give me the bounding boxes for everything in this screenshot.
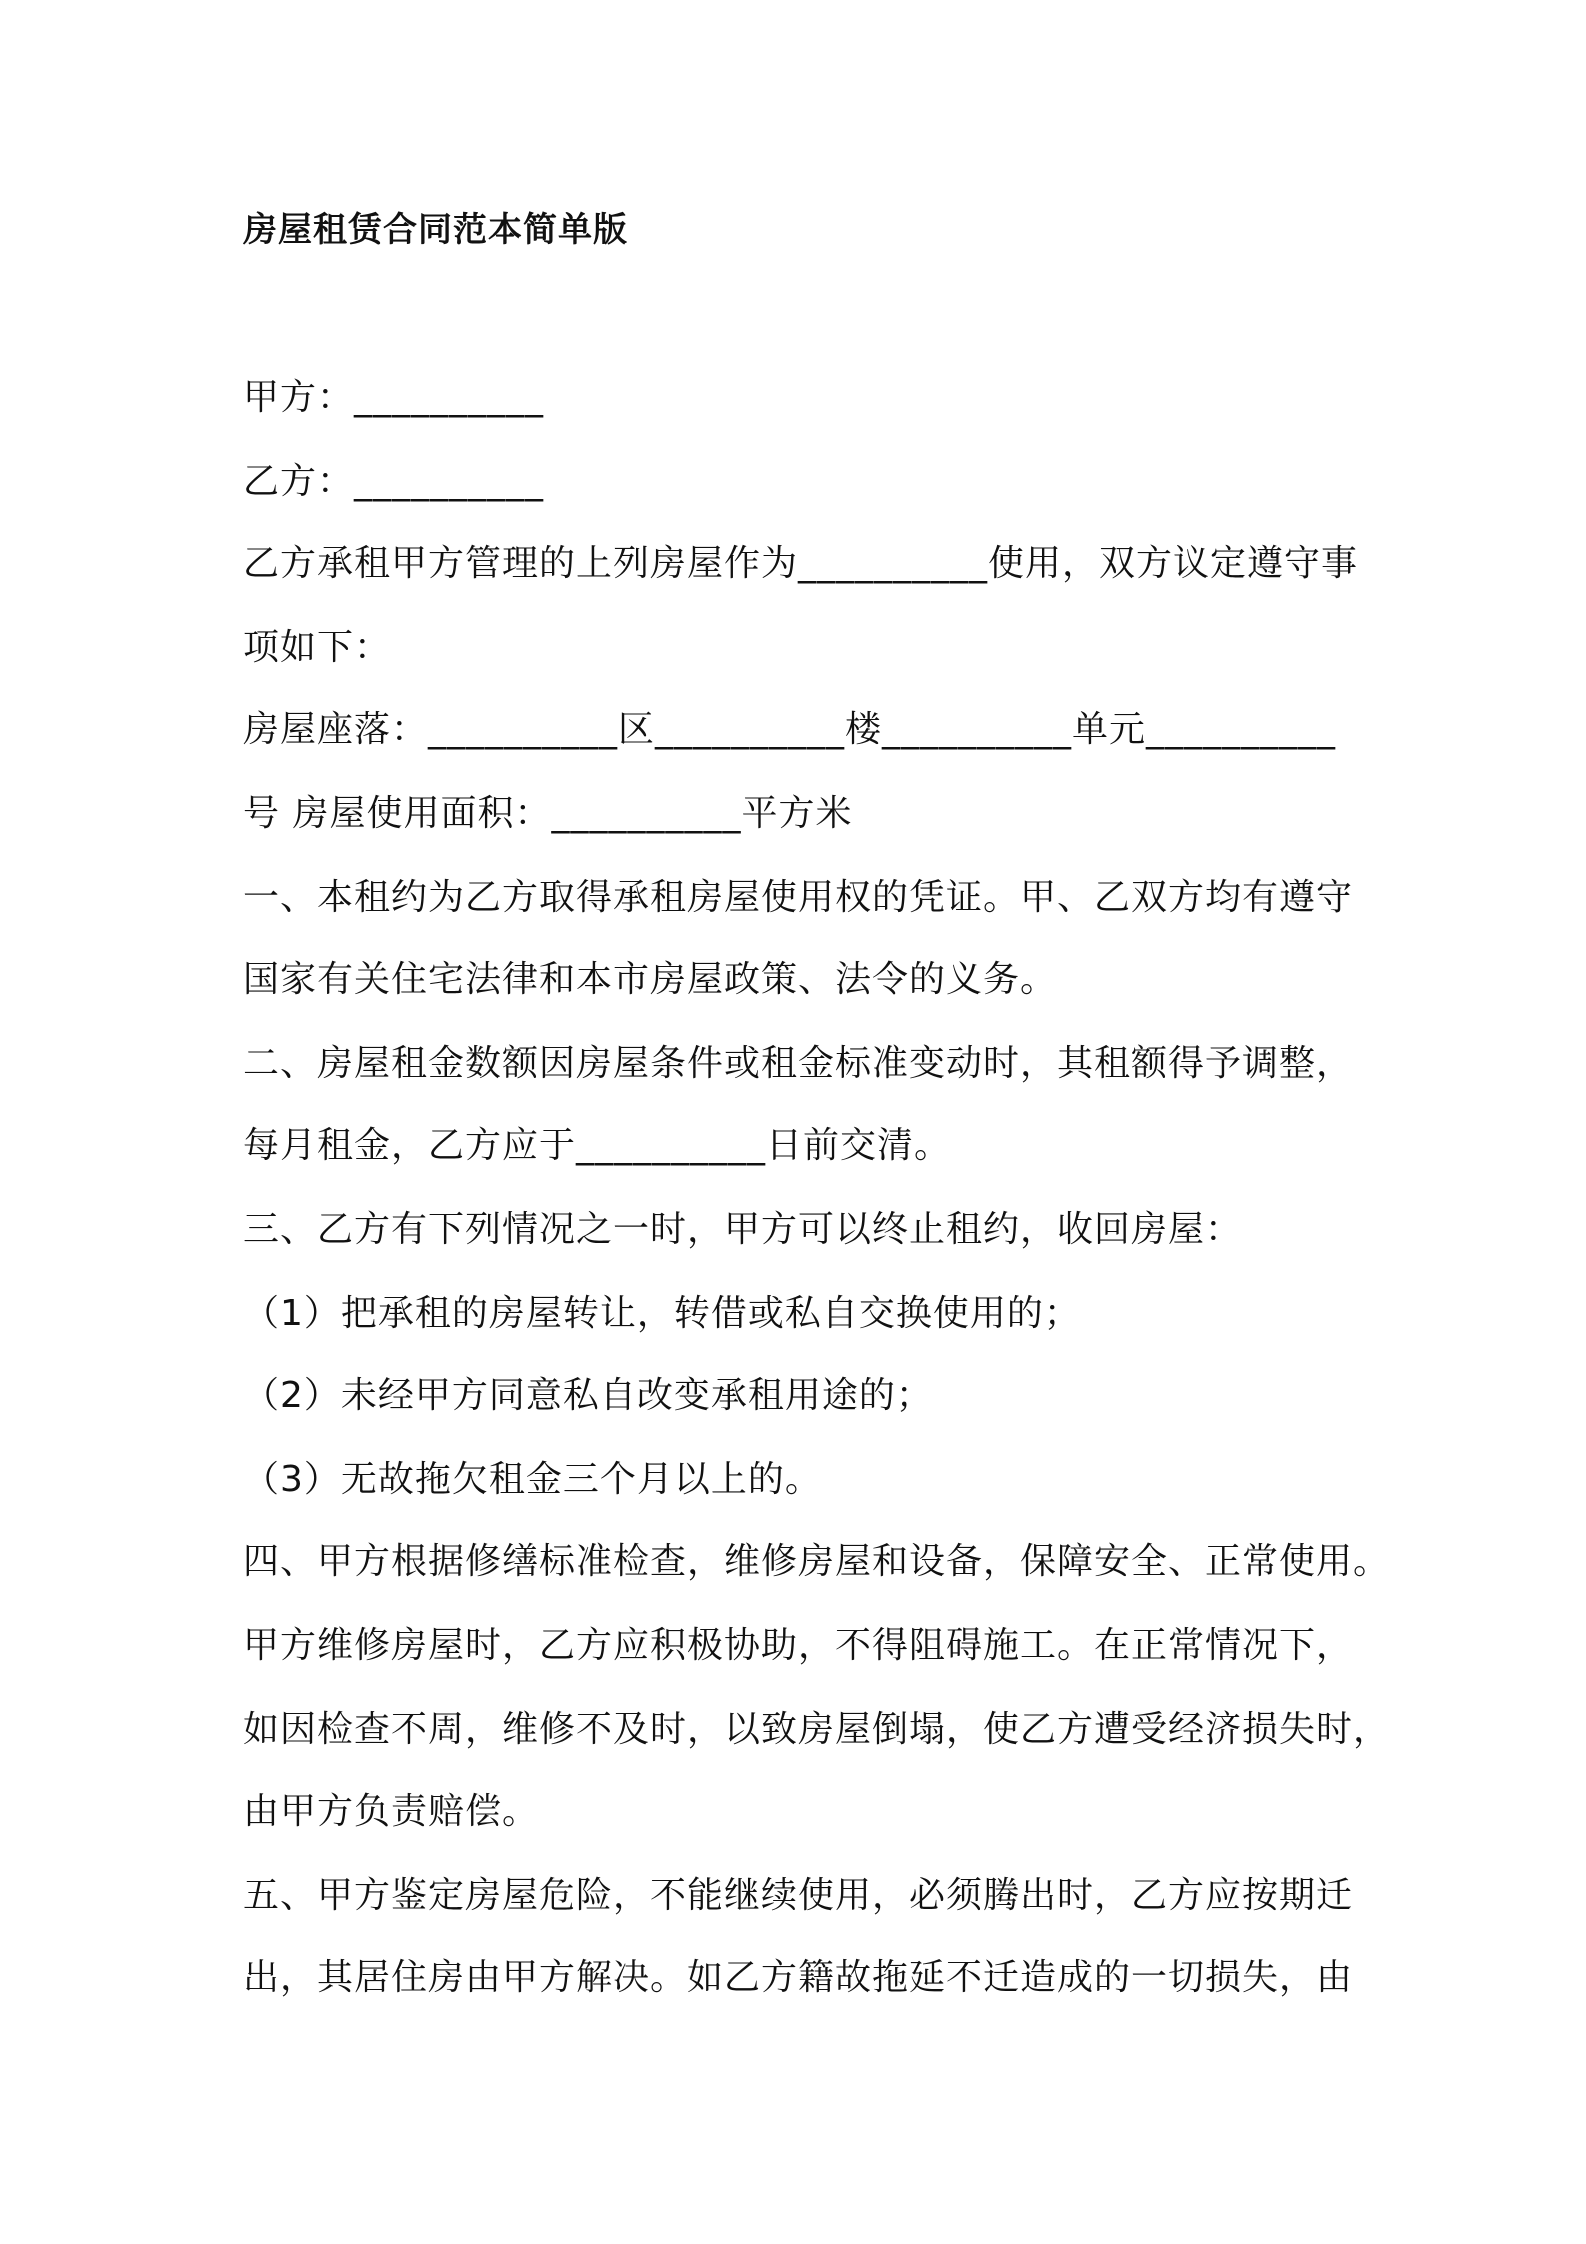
clause-3-item-1: （1）把承租的房屋转让，转借或私自交换使用的； <box>243 1293 1081 1334</box>
clause-5-line-2: 出，其居住房由甲方解决。如乙方籍故拖延不迁造成的一切损失，由 <box>243 1957 1354 1998</box>
clause-4-line-3: 如因检查不周，维修不及时，以致房屋倒塌，使乙方遭受经济损失时， <box>243 1709 1391 1750</box>
usage-intro-line-2: 项如下： <box>243 627 392 668</box>
party-a-line: 甲方：__________ <box>243 377 545 418</box>
clause-4-line-1: 四、甲方根据修缮标准检查，维修房屋和设备，保障安全、正常使用。 <box>243 1541 1391 1582</box>
clause-1-line-1: 一、本租约为乙方取得承租房屋使用权的凭证。甲、乙双方均有遵守 <box>243 877 1354 918</box>
document-title: 房屋租赁合同范本简单版 <box>243 210 628 250</box>
address-line-1: 房屋座落：__________区__________楼__________单元__________ <box>243 709 1337 750</box>
clause-3-item-3: （3）无故拖欠租金三个月以上的。 <box>243 1459 822 1500</box>
clause-1-line-2: 国家有关住宅法律和本市房屋政策、法令的义务。 <box>243 959 1058 1000</box>
clause-4-line-2: 甲方维修房屋时，乙方应积极协助，不得阻碍施工。在正常情况下， <box>243 1625 1354 1666</box>
party-b-line: 乙方：__________ <box>243 461 545 502</box>
clause-2-line-2: 每月租金，乙方应于__________日前交清。 <box>243 1125 952 1166</box>
address-line-2: 号 房屋使用面积：__________平方米 <box>243 793 853 834</box>
clause-3-line-1: 三、乙方有下列情况之一时，甲方可以终止租约，收回房屋： <box>243 1209 1243 1250</box>
clause-4-line-4: 由甲方负责赔偿。 <box>243 1791 540 1832</box>
clause-3-item-2: （2）未经甲方同意私自改变承租用途的； <box>243 1375 933 1416</box>
clause-5-line-1: 五、甲方鉴定房屋危险，不能继续使用，必须腾出时，乙方应按期迁 <box>243 1875 1354 1916</box>
clause-2-line-1: 二、房屋租金数额因房屋条件或租金标准变动时，其租额得予调整， <box>243 1043 1354 1084</box>
usage-intro-line-1: 乙方承租甲方管理的上列房屋作为__________使用，双方议定遵守事 <box>243 543 1359 584</box>
